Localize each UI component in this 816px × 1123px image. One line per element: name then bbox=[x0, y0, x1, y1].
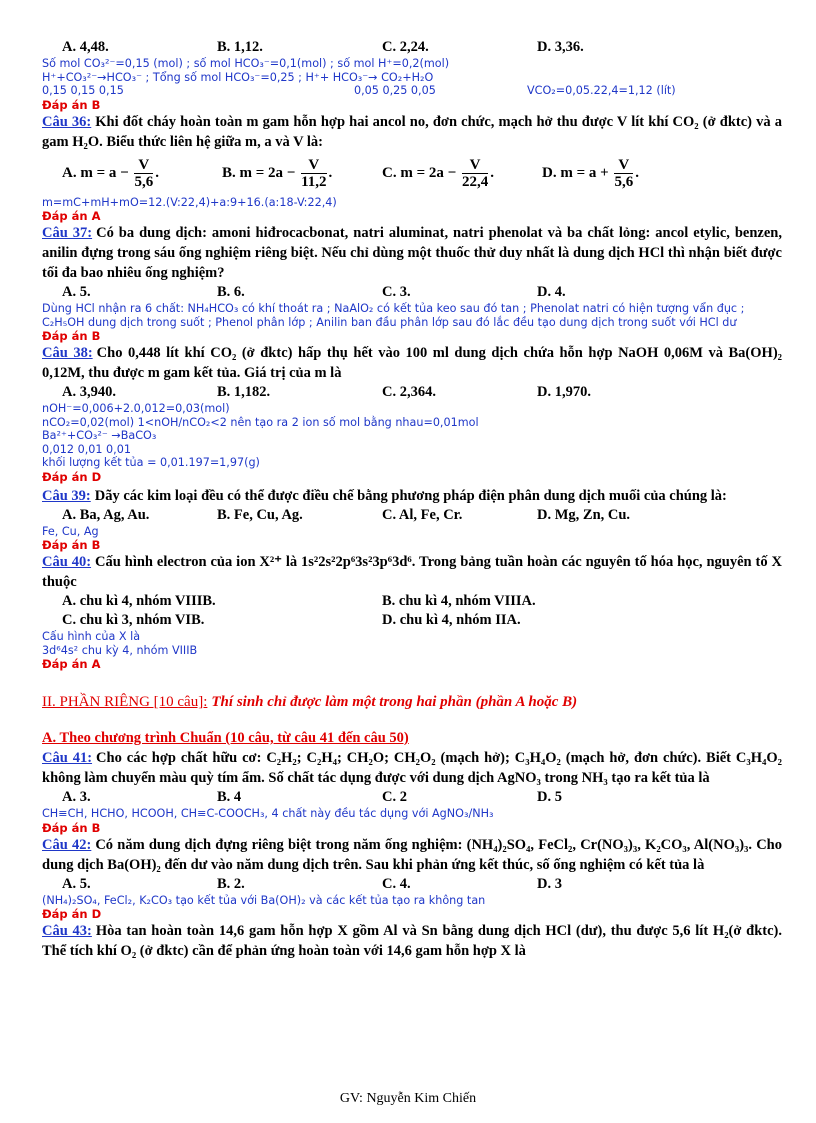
q36-solution: m=mC+mH+mO=12.(V:22,4)+a:9+16.(a:18-V:22,4) bbox=[42, 195, 337, 209]
q43-text: Hòa tan hoàn toàn 14,6 gam hỗn hợp X gồm Al và Sn bằng dung dịch HCl (dư), thu được 5,6 lít H₂(ở đktc). Thể tích khí O₂ (ở đktc) cần để phản ứng hoàn toàn với 14,6 gam hỗn hợp X là bbox=[42, 923, 782, 959]
q35-options bbox=[42, 38, 782, 57]
q41-option-d: D. 5 bbox=[537, 789, 562, 805]
q39-option-c: C. Al, Fe, Cr. bbox=[382, 506, 463, 523]
q36-answer: Đáp án A bbox=[42, 209, 101, 223]
fraction-denominator: 22,4 bbox=[461, 174, 489, 190]
q35-solution-3b: 0,05 0,25 0,05 bbox=[354, 84, 436, 97]
fraction-numerator: V bbox=[301, 157, 326, 174]
q38-text: Cho 0,448 lít khí CO₂ (ở đktc) hấp thụ hết vào 100 ml dung dịch chứa hỗn hợp NaOH 0,06M và Ba(OH)₂ 0,12M, thu được m gam kết tủa. Giá trị của m là bbox=[42, 345, 782, 381]
q37-options bbox=[42, 283, 782, 302]
q38-option-d: D. 1,970. bbox=[537, 384, 591, 400]
q36-label: Câu 36: bbox=[42, 113, 92, 130]
q40-options-row1 bbox=[42, 592, 782, 611]
q38-solution-line1: nOH⁻=0,006+2.0,012=0,03(mol) bbox=[42, 402, 230, 415]
q35-solution-line2: H⁺+CO₃²⁻→HCO₃⁻ ; Tổng số mol HCO₃⁻=0,25 ; H⁺+ HCO₃⁻→ CO₂+H₂O bbox=[42, 70, 434, 84]
q38-question bbox=[42, 343, 782, 383]
q43-question bbox=[42, 921, 782, 961]
q40-option-c: C. chu kì 3, nhóm VIB. bbox=[62, 612, 205, 628]
q37-option-d: D. 4. bbox=[537, 284, 566, 300]
q38-solution-line5: khối lượng kết tủa = 0,01.197=1,97(g) bbox=[42, 456, 260, 469]
section-title: II. PHẦN RIÊNG [10 câu]: bbox=[42, 694, 208, 710]
q36-option-b-prefix: B. m = 2a − bbox=[222, 164, 296, 181]
q35-answer: Đáp án B bbox=[42, 97, 101, 112]
q39-option-b: B. Fe, Cu, Ag. bbox=[217, 506, 303, 523]
q35-option-b: B. 1,12. bbox=[217, 39, 263, 55]
fraction-numerator: V bbox=[462, 157, 488, 174]
q41-question bbox=[42, 748, 782, 788]
q39-solution: Fe, Cu, Ag bbox=[42, 524, 99, 538]
q39-label: Câu 39: bbox=[42, 487, 91, 504]
q41-answer: Đáp án B bbox=[42, 820, 101, 835]
subsection-heading: A. Theo chương trình Chuẩn (10 câu, từ câu 41 đến câu 50) bbox=[42, 730, 409, 746]
q40-question bbox=[42, 552, 782, 592]
q42-answer: Đáp án D bbox=[42, 907, 102, 921]
q41-solution: CH≡CH, HCHO, HCOOH, CH≡C-COOCH₃, 4 chất này đều tác dụng với AgNO₃/NH₃ bbox=[42, 807, 494, 820]
section-note: Thí sinh chỉ được làm một trong hai phần (phần A hoặc B) bbox=[211, 694, 578, 710]
q36-question bbox=[42, 112, 782, 152]
q40-solution-line1: Cấu hình của X là bbox=[42, 630, 141, 643]
fraction-denominator: 11,2 bbox=[301, 174, 327, 190]
q35-solution-3a: 0,15 0,15 0,15 bbox=[42, 84, 124, 97]
section-heading bbox=[42, 691, 782, 713]
q38-option-c: C. 2,364. bbox=[382, 384, 436, 400]
q42-label: Câu 42: bbox=[42, 836, 92, 853]
q36-option-a-fraction bbox=[134, 157, 153, 190]
q38-options bbox=[42, 383, 782, 402]
q39-question bbox=[42, 486, 782, 506]
fraction-numerator: V bbox=[134, 157, 153, 174]
q40-options-row2 bbox=[42, 611, 782, 630]
q41-option-c: C. 2 bbox=[382, 789, 407, 805]
q36-option-c: C. m = 2a − $\frac{V}{22,4}$ . bbox=[382, 157, 494, 190]
q38-label: Câu 38: bbox=[42, 345, 93, 361]
fraction-numerator: V bbox=[614, 157, 633, 174]
q38-option-b: B. 1,182. bbox=[217, 384, 271, 400]
fraction-denominator: 5,6 bbox=[134, 174, 154, 190]
q36-options bbox=[42, 152, 782, 196]
q36-option-c-fraction bbox=[462, 157, 488, 190]
q40-option-a: A. chu kì 4, nhóm VIIIB. bbox=[62, 593, 216, 609]
q42-solution: (NH₄)₂SO₄, FeCl₂, K₂CO₃ tạo kết tủa với Ba(OH)₂ và các kết tủa tạo ra không tan bbox=[42, 893, 486, 907]
q39-option-a: A. Ba, Ag, Au. bbox=[62, 506, 150, 523]
q37-text: Có ba dung dịch: amoni hiđrocacbonat, natri aluminat, natri phenolat và ba chất lỏng: ancol etylic, benzen, anilin đựng trong sáu ống nghiệm riêng biệt. Nếu chỉ dùng một thuốc thử duy nhất là dung dịch HCl thì nhận biết được tối đa bao nhiêu ống nghiệm? bbox=[42, 225, 782, 281]
q37-option-a: A. 5. bbox=[62, 284, 91, 300]
q41-option-b: B. 4 bbox=[217, 789, 242, 805]
document-page bbox=[42, 38, 782, 961]
q42-option-a: A. 5. bbox=[62, 875, 91, 892]
q38-solution-line3: Ba²⁺+CO₃²⁻ →BaCO₃ bbox=[42, 429, 157, 442]
q36-text: Khi đốt cháy hoàn toàn m gam hỗn hợp hai ancol no, đơn chức, mạch hở thu được V lít khí CO₂ (ở đktc) và a gam H₂O. Biểu thức liên hệ giữa m, a và V là: bbox=[42, 113, 782, 150]
q36-option-b: B. m = 2a − $\frac{V}{11,2}$ . bbox=[222, 157, 333, 190]
q35-solution-line3 bbox=[42, 84, 782, 98]
q38-option-a: A. 3,940. bbox=[62, 384, 116, 400]
q40-option-b: B. chu kì 4, nhóm VIIIA. bbox=[382, 593, 536, 609]
q36-option-c-prefix: C. m = 2a − bbox=[382, 164, 457, 181]
q41-label: Câu 41: bbox=[42, 750, 93, 766]
q41-options bbox=[42, 788, 782, 807]
q42-question bbox=[42, 835, 782, 875]
q36-option-b-fraction bbox=[301, 157, 326, 190]
q35-solution-3c: VCO₂=0,05.22,4=1,12 (lít) bbox=[527, 84, 676, 97]
q36-option-d-prefix: D. m = a + bbox=[542, 164, 609, 181]
q40-answer: Đáp án A bbox=[42, 657, 101, 671]
q41-option-a: A. 3. bbox=[62, 789, 91, 805]
q38-solution-line4: 0,012 0,01 0,01 bbox=[42, 442, 131, 456]
q42-option-d: D. 3 bbox=[537, 875, 562, 892]
q41-text: Cho các hợp chất hữu cơ: C₂H₂; C₂H₄; CH₂O; CH₂O₂ (mạch hở); C₃H₄O₂ (mạch hở, đơn chức). Biết C₃H₄O₂ không làm chuyển màu quỳ tím ẩm. Số chất tác dụng được với dung dịch AgNO₃ trong NH₃ tạo ra kết tủa là bbox=[42, 750, 783, 786]
q36-option-a: A. m = a − $\frac{V}{5,6}$ . bbox=[62, 157, 159, 190]
q37-solution: Dùng HCl nhận ra 6 chất: NH₄HCO₃ có khí thoát ra ; NaAlO₂ có kết tủa keo sau đó tan ; Phenolat natri có hiện tượng vẩn đục ; C₂H₅OH dung dịch trong suốt ; Phenol phân lớp ; Anilin ban đầu phân lớp sau đó lắc đều tạo dung dịch trong suốt với HCl dư bbox=[42, 302, 745, 329]
q40-label: Câu 40: bbox=[42, 554, 92, 570]
q35-option-a: A. 4,48. bbox=[62, 39, 109, 55]
q37-option-b: B. 6. bbox=[217, 284, 245, 300]
q42-text: Có năm dung dịch đựng riêng biệt trong năm ống nghiệm: (NH₄)₂SO₄, FeCl₂, Cr(NO₃)₃, K₂CO₃, Al(NO₃)₃. Cho dung dịch Ba(OH)₂ đến dư vào năm dung dịch trên. Sau khi phản ứng kết thúc, số ống nghiệm có kết tủa là bbox=[42, 836, 782, 873]
q37-answer: Đáp án B bbox=[42, 329, 101, 343]
q35-option-d: D. 3,36. bbox=[537, 39, 584, 55]
q35-solution-line1: Số mol CO₃²⁻=0,15 (mol) ; số mol HCO₃⁻=0,1(mol) ; số mol H⁺=0,2(mol) bbox=[42, 57, 450, 70]
q35-option-c: C. 2,24. bbox=[382, 39, 429, 55]
q42-option-c: C. 4. bbox=[382, 875, 411, 892]
q39-options bbox=[42, 506, 782, 525]
q39-option-d: D. Mg, Zn, Cu. bbox=[537, 506, 631, 523]
q37-option-c: C. 3. bbox=[382, 284, 411, 300]
q40-solution-line2: 3d⁶4s² chu kỳ 4, nhóm VIIIB bbox=[42, 643, 198, 657]
q38-answer: Đáp án D bbox=[42, 469, 102, 484]
q42-options bbox=[42, 875, 782, 894]
q36-option-a-prefix: A. m = a − bbox=[62, 164, 129, 181]
q37-question bbox=[42, 223, 782, 283]
q38-solution-line2: nCO₂=0,02(mol) 1<nOH/nCO₂<2 nên tạo ra 2 ion số mol bằng nhau=0,01mol bbox=[42, 415, 479, 429]
q39-answer: Đáp án B bbox=[42, 538, 101, 552]
fraction-denominator: 5,6 bbox=[614, 174, 634, 190]
page-footer: GV: Nguyễn Kim Chiến bbox=[339, 1091, 477, 1106]
q42-option-b: B. 2. bbox=[217, 875, 245, 892]
q37-label: Câu 37: bbox=[42, 225, 93, 241]
q40-option-d: D. chu kì 4, nhóm IIA. bbox=[382, 612, 521, 628]
q36-option-d-fraction bbox=[614, 157, 633, 190]
q39-text: Dãy các kim loại đều có thể được điều chế bằng phương pháp điện phân dung dịch muối của chúng là: bbox=[94, 487, 727, 504]
q36-option-d: D. m = a + $\frac{V}{5,6}$ . bbox=[542, 157, 639, 190]
q40-text: Cấu hình electron của ion X²⁺ là 1s²2s²2p⁶3s²3p⁶3d⁶. Trong bảng tuần hoàn các nguyên tố hóa học, nguyên tố X thuộc bbox=[42, 554, 782, 590]
q43-label: Câu 43: bbox=[42, 923, 92, 939]
